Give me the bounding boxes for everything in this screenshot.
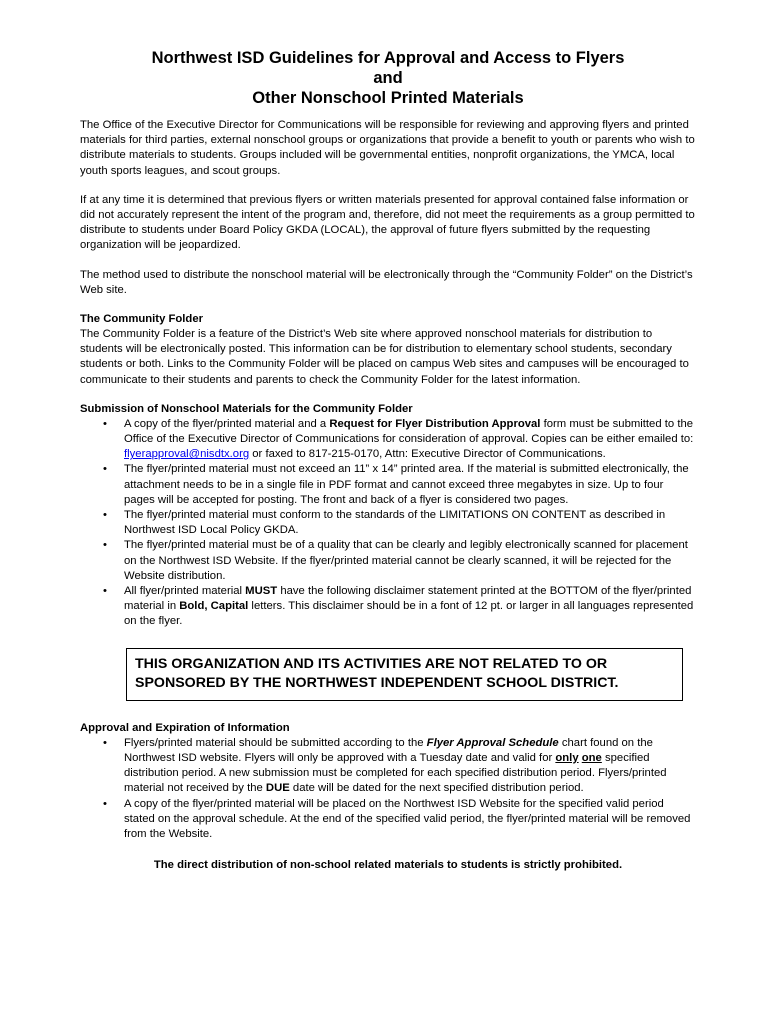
- item-text: A copy of the flyer/printed material will be placed on the Northwest ISD Website for the specified valid period stated on the approval schedule. At the end of the specified valid period, the flyer/printed material will be removed from the Website.: [124, 797, 691, 840]
- item-text: The flyer/printed material must conform to the standards of the LIMITATIONS ON CONTENT as described in Northwest ISD Local Policy GKDA.: [124, 509, 666, 537]
- approval-heading: Approval and Expiration of Information: [80, 721, 290, 734]
- community-folder-paragraph: The Community Folder is a feature of the District’s Web site where approved nonschool materials for distribution to students will be electronically posted. This information can be for distribution to elementary school students, secondary students or both. Links to the Community Folder will be placed on campus Web sites and campuses will be encouraged to communicate to their students and parents to check the Community Folder for the latest information.: [80, 328, 689, 386]
- item-text: The flyer/printed material must be of a quality that can be clearly and legibly electronically scanned for placement on the Northwest ISD Website. If the flyer/printed material cannot be clearly scanned, it will be rejected for the Website distribution.: [124, 539, 688, 582]
- list-item: [103, 508, 696, 538]
- title-line-2: and: [373, 69, 403, 87]
- list-item: [103, 417, 696, 463]
- emphasis-must: MUST: [245, 585, 278, 598]
- bullet-icon: •: [103, 736, 107, 749]
- bullet-icon: •: [103, 417, 107, 430]
- item-text: form must be submitted to the Office of the Executive Director of Communications for consideration of approval. Copies can be either emailed to:: [124, 417, 694, 446]
- emphasis-bold-capital: Bold, Capital: [179, 600, 249, 613]
- disclaimer-box: THIS ORGANIZATION AND ITS ACTIVITIES ARE NOT RELATED TO OR SPONSORED BY THE NORTHWEST INDEPENDENT SCHOOL DISTRICT.: [126, 648, 683, 701]
- item-text: All flyer/printed material: [124, 585, 246, 598]
- list-item: [103, 538, 696, 584]
- title-line-3: Other Nonschool Printed Materials: [252, 89, 524, 107]
- item-text: or faxed to 817-215-0170, Attn: Executive Director of Communications.: [249, 448, 606, 461]
- form-name: Request for Flyer Distribution Approval: [329, 417, 541, 430]
- list-item: [103, 584, 696, 630]
- item-text: A copy of the flyer/printed material and a: [124, 417, 330, 430]
- jeopardy-paragraph: If at any time it is determined that previous flyers or written materials presented for approval contained false information or did not accurately represent the intent of the program and, therefore, did not meet the requirements as a group permitted to distribute to students under Board Policy GKDA (LOCAL), the approval of future flyers submitted by the requesting organization will be jeopardized.: [80, 193, 695, 252]
- list-item: [103, 797, 696, 843]
- bullet-icon: •: [103, 539, 107, 552]
- intro-paragraph: The Office of the Executive Director for Communications will be responsible for reviewing and approving flyers and printed materials for third parties, external nonschool groups or organizations that provide a benefit to youth or parents who wish to distribute materials to students. Groups included will be governmental entities, nonprofit organizations, the YMCA, local youth sports leagues, and scout groups.: [80, 119, 695, 177]
- schedule-name: Flyer Approval Schedule: [426, 736, 559, 749]
- item-text: specified distribution period. A new submission must be completed for each specified distribution period. Flyers/printed material not received by the: [124, 751, 667, 795]
- item-text: date will be dated for the next specified distribution period.: [289, 782, 584, 795]
- document-page: [80, 48, 696, 873]
- emphasis-only: only: [555, 751, 579, 764]
- title-line-1: Northwest ISD Guidelines for Approval and Access to Flyers: [151, 49, 625, 67]
- submission-heading: Submission of Nonschool Materials for the Community Folder: [80, 402, 413, 415]
- item-text: Flyers/printed material should be submitted according to the: [124, 736, 427, 749]
- item-text: chart found on the Northwest ISD website. Flyers will only be approved with a Tuesday date and valid for: [124, 736, 653, 764]
- closing-statement: The direct distribution of non-school related materials to students is strictly prohibited.: [153, 859, 623, 872]
- submission-list: [80, 417, 696, 630]
- community-folder-heading: The Community Folder: [80, 313, 204, 326]
- approval-list: [80, 736, 696, 842]
- item-text: The flyer/printed material must not exceed an 11” x 14” printed area. If the material is submitted electronically, the attachment needs to be in a single file in PDF format and cannot exceed three megabytes in size. Up to four pages will be accepted for posting. The front and back of a flyer is considered two pages.: [124, 463, 689, 506]
- method-paragraph: The method used to distribute the nonschool material will be electronically through the “Community Folder” on the District’s Web site.: [80, 268, 693, 296]
- item-text: have the following disclaimer statement printed at the BOTTOM of the flyer/printed material in: [124, 585, 692, 613]
- bullet-icon: •: [103, 463, 107, 476]
- email-link[interactable]: flyerapproval@nisdtx.org: [124, 448, 250, 461]
- list-item: [103, 462, 696, 508]
- emphasis-one: one: [581, 751, 602, 764]
- bullet-icon: •: [103, 509, 107, 522]
- bullet-icon: •: [103, 585, 107, 598]
- item-text: letters. This disclaimer should be in a font of 12 pt. or larger in all languages represented on the flyer.: [124, 600, 694, 628]
- bullet-icon: •: [103, 797, 107, 810]
- list-item: [103, 736, 696, 797]
- emphasis-due: DUE: [265, 782, 290, 795]
- document-title: [80, 48, 696, 108]
